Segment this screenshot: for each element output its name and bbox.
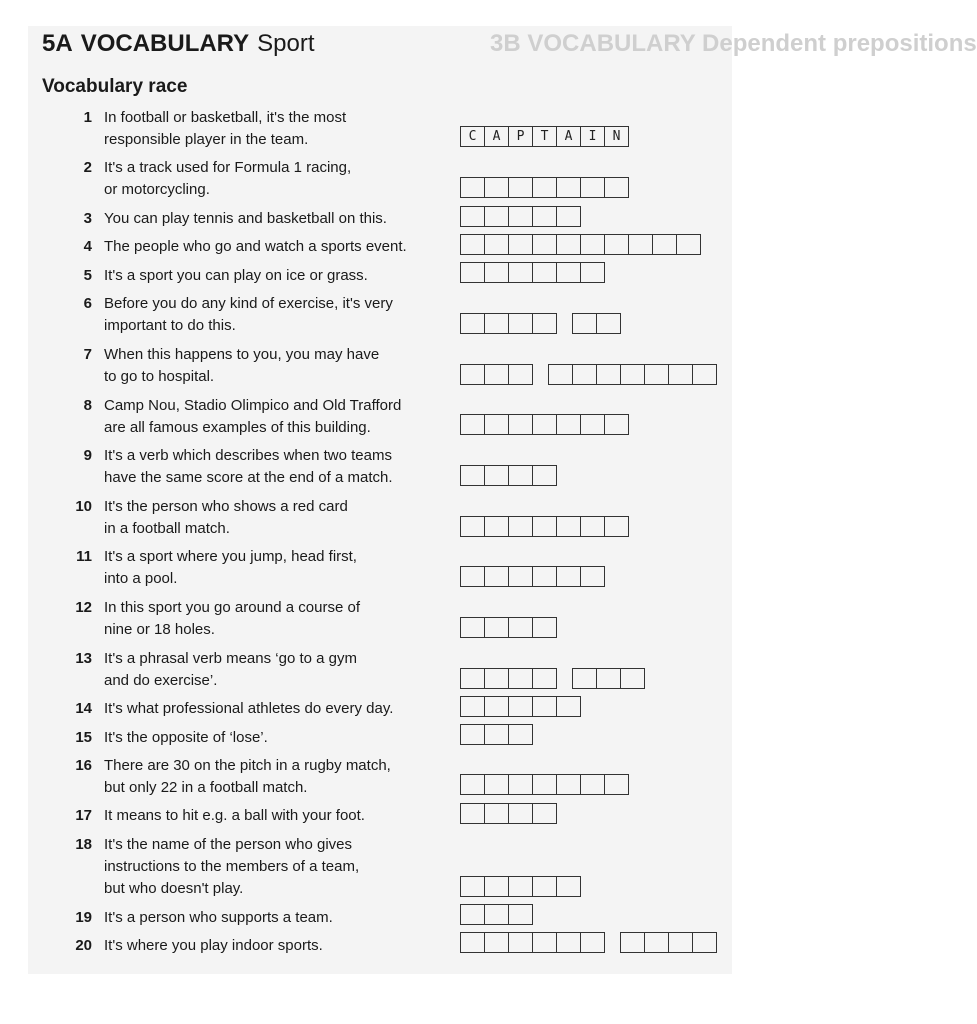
letter-box[interactable] — [509, 516, 533, 537]
question-number: 10 — [75, 498, 92, 515]
question-number: 5 — [83, 267, 92, 284]
letter-box[interactable] — [509, 774, 533, 795]
letter-box[interactable]: N — [605, 126, 629, 147]
clue-line: and do exercise’. — [104, 672, 218, 689]
answer-grid — [460, 876, 581, 897]
letter-box[interactable] — [509, 803, 533, 824]
question-clue — [104, 834, 444, 900]
letter-box[interactable] — [509, 696, 533, 717]
clue-line: into a pool. — [104, 570, 178, 587]
answer-grid — [460, 262, 605, 283]
clue-line: in a football match. — [104, 520, 230, 537]
answer-grid — [460, 465, 557, 486]
unit-code: 5A — [42, 30, 73, 57]
worksheet-page — [28, 26, 977, 974]
letter-box[interactable] — [461, 262, 485, 283]
question-clue — [104, 496, 444, 540]
answer-grid — [460, 904, 533, 925]
letter-box[interactable] — [461, 724, 485, 745]
question-clue — [104, 236, 444, 258]
question-number: 9 — [83, 447, 92, 464]
answer-grid — [460, 566, 605, 587]
letter-box[interactable] — [581, 234, 605, 255]
letter-box[interactable]: T — [533, 126, 557, 147]
clue-line: have the same score at the end of a match. — [104, 469, 393, 486]
letter-box[interactable] — [533, 668, 557, 689]
letter-box[interactable] — [573, 364, 597, 385]
question-clue — [104, 546, 444, 590]
letter-box[interactable]: I — [581, 126, 605, 147]
letter-box[interactable] — [533, 932, 557, 953]
clue-line: There are 30 on the pitch in a rugby match, — [104, 757, 391, 774]
letter-box[interactable] — [485, 516, 509, 537]
question-number: 1 — [83, 109, 92, 126]
letter-box[interactable] — [557, 234, 581, 255]
question-clue — [104, 907, 444, 929]
letter-box[interactable] — [581, 177, 605, 198]
letter-box[interactable] — [485, 364, 509, 385]
question-number: 8 — [83, 397, 92, 414]
letter-box[interactable] — [581, 262, 605, 283]
question-number: 20 — [75, 937, 92, 954]
clue-line: or motorcycling. — [104, 181, 210, 198]
question-number: 2 — [83, 159, 92, 176]
letter-box[interactable] — [573, 668, 597, 689]
letter-box[interactable] — [485, 668, 509, 689]
letter-box[interactable] — [533, 566, 557, 587]
letter-box[interactable] — [509, 932, 533, 953]
letter-box[interactable] — [557, 516, 581, 537]
letter-box[interactable] — [461, 932, 485, 953]
letter-box[interactable] — [461, 364, 485, 385]
question-clue — [104, 265, 444, 287]
letter-box[interactable] — [485, 803, 509, 824]
letter-box[interactable] — [669, 932, 693, 953]
letter-box[interactable] — [461, 668, 485, 689]
letter-box[interactable] — [677, 234, 701, 255]
letter-box[interactable] — [605, 177, 629, 198]
letter-box[interactable] — [533, 313, 557, 334]
letter-box[interactable] — [485, 465, 509, 486]
letter-box[interactable] — [557, 774, 581, 795]
question-clue — [104, 935, 444, 957]
letter-box[interactable] — [485, 696, 509, 717]
clue-line: responsible player in the team. — [104, 131, 309, 148]
letter-box[interactable] — [597, 668, 621, 689]
question-clue — [104, 293, 444, 337]
letter-box[interactable]: A — [557, 126, 581, 147]
letter-box[interactable] — [509, 234, 533, 255]
answer-grid — [460, 177, 629, 198]
letter-box[interactable] — [653, 234, 677, 255]
letter-box[interactable] — [509, 177, 533, 198]
letter-box[interactable] — [557, 414, 581, 435]
answer-grid — [572, 668, 645, 689]
exercise-heading: Vocabulary race — [42, 76, 188, 97]
answer-grid — [620, 932, 717, 953]
letter-box[interactable] — [509, 313, 533, 334]
letter-box[interactable] — [621, 668, 645, 689]
letter-box[interactable] — [557, 566, 581, 587]
question-clue — [104, 344, 444, 388]
answer-grid — [572, 313, 621, 334]
letter-box[interactable] — [597, 364, 621, 385]
letter-box[interactable]: P — [509, 126, 533, 147]
letter-box[interactable] — [485, 414, 509, 435]
letter-box[interactable] — [461, 313, 485, 334]
clue-line: It's where you play indoor sports. — [104, 937, 323, 954]
answer-grid — [460, 313, 557, 334]
letter-box[interactable] — [485, 313, 509, 334]
letter-box[interactable] — [533, 414, 557, 435]
letter-box[interactable] — [557, 206, 581, 227]
letter-box[interactable] — [485, 904, 509, 925]
letter-box[interactable] — [605, 774, 629, 795]
letter-box[interactable] — [509, 566, 533, 587]
section-word: VOCABULARY — [80, 30, 250, 57]
question-clue — [104, 157, 444, 201]
clue-line: When this happens to you, you may have — [104, 346, 380, 363]
question-number: 3 — [83, 210, 92, 227]
letter-box[interactable] — [485, 262, 509, 283]
letter-box[interactable] — [509, 414, 533, 435]
letter-box[interactable] — [461, 234, 485, 255]
answer-grid — [460, 774, 629, 795]
letter-box[interactable] — [509, 364, 533, 385]
question-number: 18 — [75, 836, 92, 853]
letter-box[interactable] — [509, 876, 533, 897]
answer-grid — [460, 126, 629, 147]
letter-box[interactable] — [557, 876, 581, 897]
letter-box[interactable] — [485, 566, 509, 587]
letter-box[interactable]: C — [461, 126, 485, 147]
letter-box[interactable] — [533, 774, 557, 795]
question-clue — [104, 445, 444, 489]
answer-grid — [460, 668, 557, 689]
answer-grid — [460, 696, 581, 717]
answer-grid — [460, 206, 581, 227]
clue-line: It's a phrasal verb means ‘go to a gym — [104, 650, 357, 667]
letter-box[interactable] — [621, 932, 645, 953]
clue-line: but who doesn't play. — [104, 880, 244, 897]
letter-box[interactable] — [605, 234, 629, 255]
letter-box[interactable] — [581, 516, 605, 537]
letter-box[interactable] — [629, 234, 653, 255]
letter-box[interactable] — [533, 617, 557, 638]
question-number: 7 — [83, 346, 92, 363]
letter-box[interactable] — [693, 932, 717, 953]
letter-box[interactable] — [605, 516, 629, 537]
letter-box[interactable] — [485, 932, 509, 953]
clue-line: It's the name of the person who gives — [104, 836, 353, 853]
clue-line: It's what professional athletes do every day. — [104, 700, 394, 717]
letter-box[interactable] — [461, 696, 485, 717]
letter-box[interactable] — [509, 262, 533, 283]
letter-box[interactable] — [557, 262, 581, 283]
letter-box[interactable] — [485, 617, 509, 638]
letter-box[interactable] — [533, 234, 557, 255]
answer-grid — [460, 364, 533, 385]
letter-box[interactable] — [461, 206, 485, 227]
letter-box[interactable] — [461, 414, 485, 435]
topic-word: Sport — [257, 30, 315, 57]
clue-line: The people who go and watch a sports event. — [104, 238, 407, 255]
question-clue — [104, 648, 444, 692]
clue-line: to go to hospital. — [104, 368, 215, 385]
question-number: 14 — [75, 700, 92, 717]
letter-box[interactable] — [509, 904, 533, 925]
letter-box[interactable] — [461, 465, 485, 486]
question-clue — [104, 755, 444, 799]
letter-box[interactable] — [485, 724, 509, 745]
letter-box[interactable] — [485, 206, 509, 227]
letter-box[interactable] — [621, 364, 645, 385]
letter-box[interactable] — [549, 364, 573, 385]
clue-line: It's a sport where you jump, head first, — [104, 548, 357, 565]
letter-box[interactable] — [573, 313, 597, 334]
letter-box[interactable] — [461, 617, 485, 638]
letter-box[interactable] — [645, 932, 669, 953]
letter-box[interactable] — [461, 803, 485, 824]
letter-box[interactable] — [461, 904, 485, 925]
clue-line: In this sport you go around a course of — [104, 599, 360, 616]
clue-line: You can play tennis and basketball on this. — [104, 210, 387, 227]
question-number: 12 — [75, 599, 92, 616]
question-number: 13 — [75, 650, 92, 667]
letter-box[interactable] — [533, 206, 557, 227]
clue-line: Before you do any kind of exercise, it's very — [104, 295, 393, 312]
question-clue — [104, 805, 444, 827]
letter-box[interactable] — [557, 932, 581, 953]
letter-box[interactable] — [461, 774, 485, 795]
clue-line: are all famous examples of this building. — [104, 419, 371, 436]
clue-line: It's the opposite of ‘lose’. — [104, 729, 268, 746]
answer-grid — [460, 516, 629, 537]
question-number: 19 — [75, 909, 92, 926]
letter-box[interactable] — [509, 465, 533, 486]
letter-box[interactable] — [693, 364, 717, 385]
clue-line: but only 22 in a football match. — [104, 779, 308, 796]
letter-box[interactable] — [645, 364, 669, 385]
clue-line: important to do this. — [104, 317, 236, 334]
question-clue — [104, 597, 444, 641]
letter-box[interactable] — [509, 617, 533, 638]
letter-box[interactable] — [533, 465, 557, 486]
letter-box[interactable] — [581, 774, 605, 795]
letter-box[interactable] — [533, 262, 557, 283]
question-clue — [104, 698, 444, 720]
letter-box[interactable] — [533, 803, 557, 824]
letter-box[interactable] — [533, 177, 557, 198]
clue-line: It's a verb which describes when two teams — [104, 447, 392, 464]
letter-box[interactable] — [581, 414, 605, 435]
bleed-through-heading: 3B VOCABULARY Dependent prepositions — [490, 30, 977, 57]
question-number: 16 — [75, 757, 92, 774]
question-clue — [104, 395, 444, 439]
question-number: 6 — [83, 295, 92, 312]
letter-box[interactable] — [557, 177, 581, 198]
letter-box[interactable] — [581, 932, 605, 953]
letter-box[interactable] — [485, 234, 509, 255]
clue-line: It means to hit e.g. a ball with your foot. — [104, 807, 365, 824]
letter-box[interactable] — [597, 313, 621, 334]
letter-box[interactable] — [509, 206, 533, 227]
letter-box[interactable] — [461, 177, 485, 198]
clue-line: instructions to the members of a team, — [104, 858, 360, 875]
letter-box[interactable] — [485, 774, 509, 795]
letter-box[interactable] — [533, 876, 557, 897]
letter-box[interactable] — [461, 876, 485, 897]
letter-box[interactable] — [605, 414, 629, 435]
answer-grid — [460, 724, 533, 745]
clue-line: nine or 18 holes. — [104, 621, 215, 638]
clue-line: It's the person who shows a red card — [104, 498, 348, 515]
clue-line: It's a person who supports a team. — [104, 909, 333, 926]
clue-line: It's a sport you can play on ice or grass. — [104, 267, 368, 284]
answer-grid — [548, 364, 717, 385]
letter-box[interactable]: A — [485, 126, 509, 147]
letter-box[interactable] — [485, 876, 509, 897]
letter-box[interactable] — [485, 177, 509, 198]
letter-box[interactable] — [509, 724, 533, 745]
answer-grid — [460, 617, 557, 638]
question-number: 4 — [83, 238, 92, 255]
question-clue — [104, 208, 444, 230]
letter-box[interactable] — [509, 668, 533, 689]
question-number: 17 — [75, 807, 92, 824]
letter-box[interactable] — [461, 516, 485, 537]
clue-line: Camp Nou, Stadio Olimpico and Old Trafford — [104, 397, 402, 414]
answer-grid — [460, 414, 629, 435]
question-clue — [104, 107, 444, 151]
answer-grid — [460, 932, 605, 953]
letter-box[interactable] — [669, 364, 693, 385]
letter-box[interactable] — [581, 566, 605, 587]
question-clue — [104, 727, 444, 749]
page-title — [42, 30, 315, 58]
letter-box[interactable] — [557, 696, 581, 717]
answer-grid — [460, 803, 557, 824]
answer-grid — [460, 234, 701, 255]
letter-box[interactable] — [461, 566, 485, 587]
clue-line: In football or basketball, it's the most — [104, 109, 347, 126]
letter-box[interactable] — [533, 696, 557, 717]
clue-line: It's a track used for Formula 1 racing, — [104, 159, 352, 176]
question-number: 15 — [75, 729, 92, 746]
letter-box[interactable] — [533, 516, 557, 537]
question-number: 11 — [76, 548, 92, 565]
